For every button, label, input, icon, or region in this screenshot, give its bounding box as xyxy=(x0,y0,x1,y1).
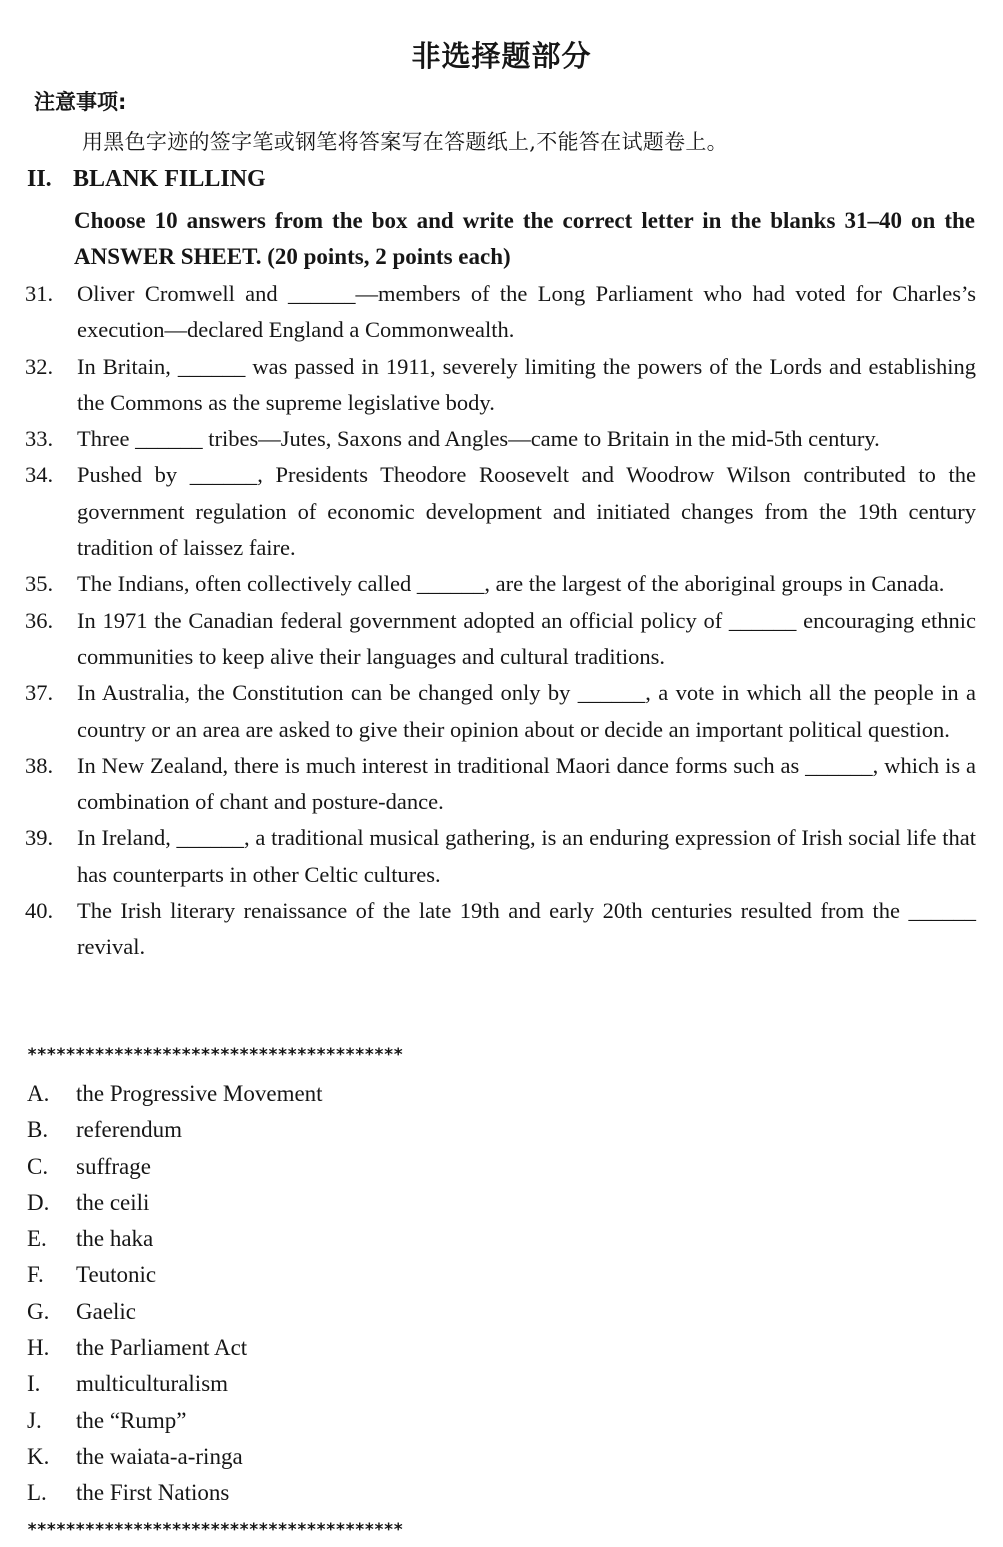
question-text: The Indians, often collectively called ______, are the largest of the aboriginal groups in Canada. xyxy=(77,571,945,597)
section-title: 非选择题部分 xyxy=(411,39,592,73)
part-instructions: Choose 10 answers from the box and write the correct letter in the blanks 31–40 on the ANSWER SHEET. (20 points, 2 points each) xyxy=(74,208,975,269)
question-39 xyxy=(25,820,976,893)
option-letter: F. xyxy=(27,1262,44,1288)
option-text: referendum xyxy=(76,1117,182,1143)
question-number: 32. xyxy=(25,353,54,379)
option-text: the First Nations xyxy=(76,1480,230,1506)
option-letter: J. xyxy=(27,1407,42,1433)
option-text: the haka xyxy=(76,1226,154,1252)
question-text: In Ireland, ______, a traditional musical gathering, is an enduring expression of Irish social life that has counterparts in other Celtic cultures. xyxy=(77,825,976,887)
option-text: the waiata-a-ringa xyxy=(76,1443,243,1469)
question-37 xyxy=(25,675,976,748)
question-number: 38. xyxy=(25,752,54,778)
option-text: the “Rump” xyxy=(76,1407,187,1433)
option-e xyxy=(27,1221,323,1257)
option-letter: G. xyxy=(27,1298,50,1324)
question-number: 33. xyxy=(25,426,54,452)
question-text: In New Zealand, there is much interest in traditional Maori dance forms such as ______, which is a combination of chant and posture-dance. xyxy=(77,752,976,815)
option-g xyxy=(27,1294,323,1330)
option-text: the ceili xyxy=(76,1189,150,1215)
question-36 xyxy=(25,603,976,676)
option-text: Teutonic xyxy=(76,1262,157,1288)
separator-top: *************************************** xyxy=(27,1045,403,1065)
question-text: In 1971 the Canadian federal government adopted an official policy of ______ encouraging ethnic communities to keep alive their languages and cultural traditions. xyxy=(77,607,976,669)
question-list xyxy=(25,276,976,966)
question-text: The Irish literary renaissance of the late 19th and early 20th centuries resulted from the ______ revival. xyxy=(77,898,976,960)
option-text: Gaelic xyxy=(76,1298,137,1324)
question-text: Pushed by ______, Presidents Theodore Roosevelt and Woodrow Wilson contributed to the government regulation of economic development and initiated changes from the 19th century tradition of laissez faire. xyxy=(77,462,976,561)
option-text: suffrage xyxy=(76,1153,151,1179)
option-letter: E. xyxy=(27,1226,47,1252)
option-letter: H. xyxy=(27,1335,50,1361)
option-b xyxy=(27,1112,323,1148)
question-38 xyxy=(25,748,976,821)
option-letter: A. xyxy=(27,1081,50,1106)
option-text: multiculturalism xyxy=(76,1371,229,1397)
option-j xyxy=(27,1403,323,1439)
option-d xyxy=(27,1185,323,1221)
question-32 xyxy=(25,349,976,422)
option-c xyxy=(27,1149,323,1185)
question-text: In Britain, ______ was passed in 1911, severely limiting the powers of the Lords and establishing the Commons as the supreme legislative body. xyxy=(77,353,976,415)
question-number: 40. xyxy=(25,898,54,924)
question-34 xyxy=(25,457,976,566)
option-a xyxy=(27,1076,323,1112)
option-text: the Progressive Movement xyxy=(76,1081,323,1106)
option-letter: C. xyxy=(27,1153,49,1179)
option-letter: B. xyxy=(27,1117,49,1143)
option-letter: K. xyxy=(27,1443,50,1469)
question-number: 35. xyxy=(25,571,54,597)
part-heading xyxy=(27,166,266,193)
option-letter: L. xyxy=(27,1480,47,1506)
question-number: 31. xyxy=(25,281,54,306)
option-h xyxy=(27,1330,323,1366)
option-k xyxy=(27,1439,323,1475)
option-letter: D. xyxy=(27,1189,50,1215)
answer-options-box xyxy=(27,1076,323,1512)
part-title: BLANK FILLING xyxy=(73,166,266,192)
question-35 xyxy=(25,566,976,602)
option-text: the Parliament Act xyxy=(76,1335,248,1361)
notice-text: 用黑色字迹的签字笔或钢笔将答案写在答题纸上,不能答在试题卷上。 xyxy=(82,130,728,154)
question-number: 39. xyxy=(25,825,54,851)
question-31 xyxy=(25,276,976,349)
question-number: 34. xyxy=(25,462,54,488)
separator-bottom: *************************************** xyxy=(27,1520,403,1540)
question-number: 37. xyxy=(25,680,54,706)
option-letter: I. xyxy=(27,1371,41,1397)
question-text: Three ______ tribes—Jutes, Saxons and Angles—came to Britain in the mid-5th century. xyxy=(77,426,880,452)
question-40 xyxy=(25,893,976,966)
option-i xyxy=(27,1366,323,1402)
question-text: Oliver Cromwell and ______—members of the Long Parliament who had voted for Charles’s execution—declared England a Commonwealth. xyxy=(77,281,976,343)
option-l xyxy=(27,1475,323,1511)
question-text: In Australia, the Constitution can be changed only by ______, a vote in which all the people in a country or an area are asked to give their opinion about or decide an important political question. xyxy=(77,680,976,742)
part-number: II. xyxy=(27,166,52,192)
question-number: 36. xyxy=(25,607,54,633)
question-33 xyxy=(25,421,976,457)
notice-heading: 注意事项: xyxy=(34,90,127,114)
option-f xyxy=(27,1257,323,1293)
